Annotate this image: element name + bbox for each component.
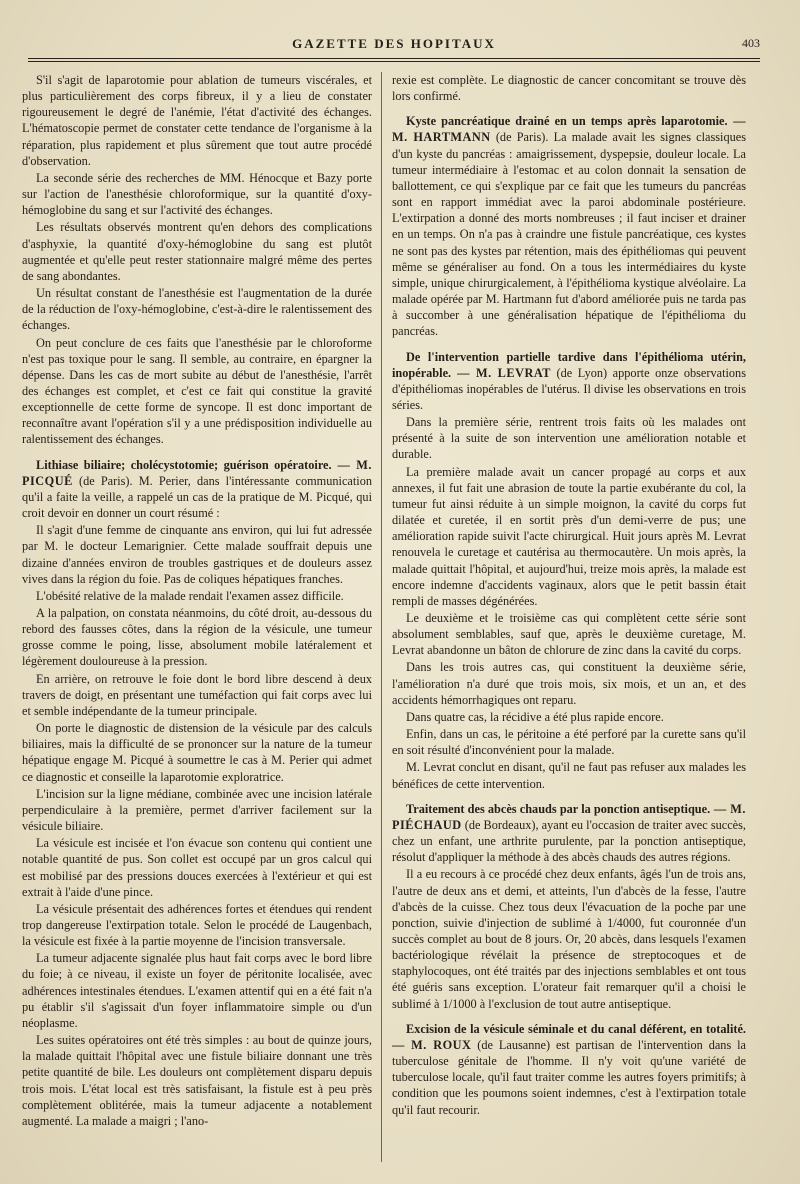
body-paragraph: Dans les trois autres cas, qui constituent la deuxième série, l'amélioration n'a duré que trois mois, six mois, et un an, et des accidents hémorrhagiques ont reparu. bbox=[392, 660, 746, 707]
right-column bbox=[392, 72, 746, 1119]
section-paragraph bbox=[392, 349, 746, 414]
body-paragraph: Les suites opératoires ont été très simples : au bout de quinze jours, la malade quittait l'hôpital avec une fistule biliaire donnant une très petite quantité de bile. Les douleurs ont complètement disparu depuis trois mois. L'état local est très satisfaisant, la fistule est à peu près complètement oblitérée, mais la tumeur adjacente a notablement augmenté. La malade a maigri ; l'ano- bbox=[22, 1033, 372, 1128]
section-paragraph bbox=[392, 1021, 746, 1118]
body-paragraph: Dans la première série, rentrent trois faits où les malades ont présenté à la suite de son intervention une amélioration notable et durable. bbox=[392, 415, 746, 462]
header-rule bbox=[28, 58, 760, 62]
running-title: GAZETTE DES HOPITAUX bbox=[292, 36, 496, 51]
body-paragraph: La première malade avait un cancer propagé au corps et aux annexes, il fut fait une abrasion de toute la partie exubérante du col, la tumeur fut ainsi réduite à un simple moignon, la cavité du corps fut dilatée et curetée, il en sortit près d'un demi-verre de pus; une amélioration rapide suivit l'acte chirurgical. Huit jours après M. Levrat renouvela le curetage et cautérisa au thermocautère. Un mois après, la malade quittait l'hôpital, et aujourd'hui, treize mois après, la malade est encore indemne d'accidents vaginaux, alors que le petit bassin était rempli de masses dégénérées. bbox=[392, 464, 746, 608]
section-paragraph bbox=[392, 113, 746, 339]
body-paragraph: Il a eu recours à ce procédé chez deux enfants, âgés l'un de trois ans, l'autre de deux ans et demi, et atteints, l'un d'abcès de la fesse, l'autre d'abcès de la cuisse. Chez tous deux l'évacuation de la poche par une ponction, suivie d'injection de sublimé à 1/4000, fut couronnée d'un succès complet au bout de 8 jours. Or, 20 abcès, dans lesquels l'examen bactériologique révélait la présence de streptocoques et de staphylocoques, ont été traités par des injections semblables et ont tous été guéris sans exception. L'orateur fait remarquer qu'il a choisi le sublimé à 1/1000 à l'exclusion de tout autre antiseptique. bbox=[392, 867, 746, 1011]
section-author: — M. PICQUÉ bbox=[22, 457, 372, 488]
body-paragraph: M. Levrat conclut en disant, qu'il ne faut pas refuser aux malades les bénéfices de cette intervention. bbox=[392, 760, 746, 791]
section-body: (de Lyon) apporte onze observations d'épithéliomas inopérables de l'utérus. Il divise les observations en trois séries. bbox=[392, 365, 746, 412]
section-body: (de Paris). M. Perier, dans l'intéressante communication qu'il a faite la veille, a rappelé un cas de la pratique de M. Picqué, qui croit devoir en donner un court résumé : bbox=[22, 473, 372, 521]
section-author: — M. LEVRAT bbox=[451, 365, 552, 380]
page-header bbox=[28, 36, 760, 58]
body-paragraph: En arrière, on retrouve le foie dont le bord libre descend à deux travers de doigt, en présentant une tuméfaction qui fait corps avec lui et semble indépendante de la tumeur principale. bbox=[22, 671, 372, 718]
body-paragraph: La vésicule présentait des adhérences fortes et étendues qui rendent trop dangereuse l'extirpation totale. Selon le procédé de Laugenbach, la vésicule est fixée à la partie moyenne de l'incision transversale. bbox=[22, 901, 372, 949]
body-paragraph: Il s'agit d'une femme de cinquante ans environ, qui lui fut adressée par M. le docteur Lemarignier. Cette malade souffrait depuis une dizaine d'années environ de troubles gastriques et de douleurs assez vives dans la région du foie. Pas de coliques hépatiques franches. bbox=[22, 523, 372, 586]
left-column bbox=[22, 72, 372, 1130]
section-paragraph bbox=[22, 457, 372, 522]
body-paragraph: Le deuxième et le troisième cas qui complètent cette série sont absolument semblables, sauf que, après le deuxième curetage, M. Levrat abandonne un bâton de chlorure de zinc dans la cavité du corps. bbox=[392, 611, 746, 658]
body-paragraph: A la palpation, on constata néanmoins, du côté droit, au-dessous du rebord des fausses côtes, dans la région de la vésicule, une tumeur grosse comme le poing, lisse, absolument mobile latéralement et légèrement douloureuse à la pression. bbox=[22, 606, 372, 669]
section-heading: Excision de la vésicule séminale et du canal déférent, en totalité. bbox=[406, 1021, 746, 1036]
body-paragraph: rexie est complète. Le diagnostic de cancer concomitant se trouve dès lors confirmé. bbox=[392, 73, 746, 104]
body-paragraph: Les résultats observés montrent qu'en dehors des complications d'asphyxie, la quantité d'oxy-hémoglobine du sang est plutôt augmentée et qu'elle peut rester stationnaire malgré même des pertes de sang abondantes. bbox=[22, 220, 372, 283]
body-paragraph: La seconde série des recherches de MM. Hénocque et Bazy porte sur l'action de l'anesthésie chloroformique, sur la quantité d'oxy-hémoglobine du sang et sur l'activité des échanges. bbox=[22, 170, 372, 218]
section-author: — M. ROUX bbox=[392, 1037, 472, 1052]
body-paragraph: L'incision sur la ligne médiane, combinée avec une incision latérale perpendiculaire à la première, permet d'arriver facilement sur la vésicule biliaire. bbox=[22, 786, 372, 834]
section-body: (de Paris). La malade avait les signes classiques d'un kyste du pancréas : amaigrissement, dyspepsie, douleur locale. La tumeur intermédiaire à l'estomac et au colon donnait la sensation de ballottement, ce qui s'explique par ce fait que les tumeurs du pancréas sont en rapport immédiat avec la paroi abdominale postérieure. L'extirpation a donné des morts nombreuses ; il faut inciser et drainer en un temps. On n'a pas à craindre une fistule pancréatique, ces kystes ne sont pas des kystes par rétention, mais des épithéliomas qui peuvent même se généraliser au fond. On a tous les intermédiaires du kyste simple, unique chirurgicalement, à l'épithélioma kystique alvéolaire. La malade opérée par M. Hartmann fut d'abord améliorée puis ne tarda pas à succomber à une généralisation hépatique de l'épithélioma du pancréas. bbox=[392, 130, 746, 339]
section-heading: De l'intervention partielle tardive dans l'épithélioma utérin, inopérable. bbox=[392, 349, 746, 380]
section-paragraph bbox=[392, 801, 746, 866]
column-divider bbox=[381, 72, 382, 1162]
body-paragraph: On peut conclure de ces faits que l'anesthésie par le chloroforme n'est pas toxique pour le sang. Il semble, au contraire, en épargner la dépense. Dans les cas de mort subite au début de l'anesthésie, l'arrêt des échanges est complet, et c'est ce fait qui constitue la gravité exceptionnelle de cette forme de syncope. Il est donc important de reconnaître avant l'opération s'il y a une prédisposition individuelle au ralentissement des échanges. bbox=[22, 335, 372, 447]
body-paragraph: La tumeur adjacente signalée plus haut fait corps avec le bord libre du foie; à ce niveau, il existe un foyer de péritonite localisée, avec adhérences intestinales étendues. L'examen attentif qui en a été fait n'a pu établir s'il s'agissait d'un foyer inflammatoire simple ou d'un néoplasme. bbox=[22, 951, 372, 1030]
body-paragraph: L'obésité relative de la malade rendait l'examen assez difficile. bbox=[36, 588, 344, 603]
section-heading: Traitement des abcès chauds par la ponction antiseptique. bbox=[406, 801, 711, 816]
body-paragraph: La vésicule est incisée et l'on évacue son contenu qui contient une notable quantité de pus. Son collet est occupé par un gros calcul qui est mobilisé par des pressions douces exercées à l'extérieur et qui est extrait à l'aide d'une pince. bbox=[22, 836, 372, 899]
section-body: (de Lausanne) est partisan de l'intervention dans la tuberculose génitale de l'homme. Il n'y voit qu'une variété de tuberculose locale, qu'il faut traiter comme les autres foyers primitifs; à condition que les poumons soient indemnes, c'est à l'extirpation totale qu'il faut recourir. bbox=[392, 1037, 746, 1117]
section-heading: Lithiase biliaire; cholécystotomie; guérison opératoire. bbox=[36, 457, 332, 472]
body-paragraph: Enfin, dans un cas, le péritoine a été perforé par la curette sans qu'il en soit résulté d'inconvénient pour la malade. bbox=[392, 727, 746, 758]
section-author: — M. PIÉCHAUD bbox=[392, 801, 746, 832]
body-paragraph: On porte le diagnostic de distension de la vésicule par des calculs biliaires, mais la difficulté de se prononcer sur la nature de la tumeur hépatique engage M. Picqué à soumettre le cas à M. Perier qui admet ce diagnostic et conseille la laparotomie exploratrice. bbox=[22, 721, 372, 784]
body-paragraph: Dans quatre cas, la récidive a été plus rapide encore. bbox=[406, 709, 664, 724]
section-author: — M. HARTMANN bbox=[392, 114, 747, 145]
section-body: (de Bordeaux), ayant eu l'occasion de traiter avec succès, chez un enfant, une arthrite purulente, par la ponction antiseptique, résolut d'appliquer la méthode à des abcès chauds des autres régions. bbox=[392, 817, 746, 865]
body-paragraph: Un résultat constant de l'anesthésie est l'augmentation de la durée de la réduction de l'oxy-hémoglobine, c'est-à-dire le ralentissement des échanges. bbox=[22, 286, 372, 333]
section-heading: Kyste pancréatique drainé en un temps après laparotomie. bbox=[406, 114, 728, 129]
page-number: 403 bbox=[742, 36, 760, 50]
body-paragraph: S'il s'agit de laparotomie pour ablation de tumeurs viscérales, et plus particulièrement des corps fibreux, il y a lieu de constater rigoureusement le degré de l'anémie, l'état d'activité des échanges. L'hématoscopie permet de constater cette tendance de l'organisme à la réparation, plus rapidement et plus sûrement que tout autre procédé d'observation. bbox=[22, 73, 372, 168]
